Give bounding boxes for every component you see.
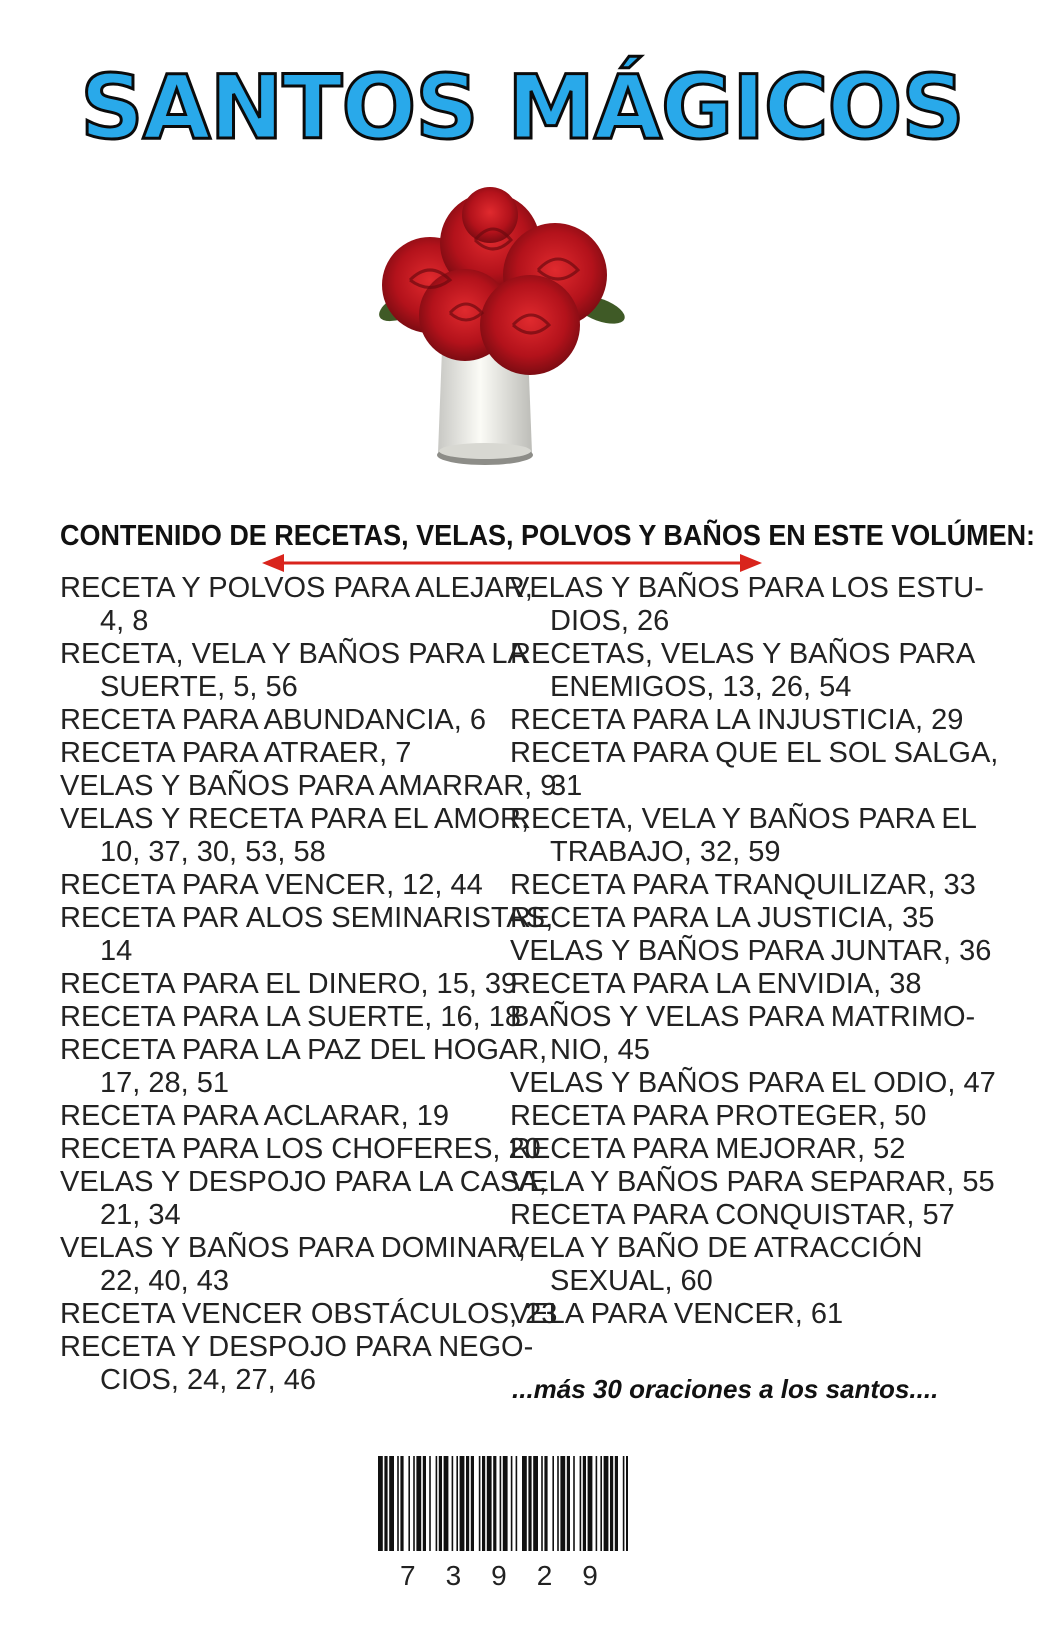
barcode-bar — [436, 1456, 438, 1551]
contents-entry — [510, 1133, 990, 1166]
contents-entry — [510, 1232, 990, 1298]
contents-entry — [60, 1331, 534, 1397]
entry-title: RECETA PARA VENCER, 12, 44 — [60, 869, 483, 901]
entry-title: RECETA, VELA Y BAÑOS PARA LA — [60, 638, 527, 670]
entry-title: RECETA PARA LA PAZ DEL HOGAR, — [60, 1034, 548, 1066]
barcode-bar — [500, 1456, 502, 1551]
barcode-bar — [389, 1456, 394, 1551]
barcode-bar — [552, 1456, 554, 1551]
contents-entry — [60, 1001, 521, 1034]
entry-title: RECETA PARA ATRAER, 7 — [60, 737, 412, 769]
barcode-bar — [615, 1456, 618, 1551]
contents-entry — [60, 704, 500, 737]
double-arrow-icon — [262, 552, 762, 574]
contents-entry — [510, 1166, 995, 1199]
barcode-bar — [588, 1456, 593, 1551]
entry-title: RECETA Y POLVOS PARA ALEJAR, — [60, 572, 533, 604]
entry-title: RECETA PARA CONQUISTAR, 57 — [510, 1199, 955, 1231]
entry-title: RECETA PARA ABUNDANCIA, 6 — [60, 704, 486, 736]
contents-entry — [510, 1001, 990, 1067]
contents-left-column — [60, 572, 558, 1397]
entry-pages: NIO, 45 — [550, 1034, 650, 1066]
barcode-bar — [397, 1456, 399, 1551]
contents-right-column — [510, 572, 999, 1331]
contents-entry — [60, 902, 554, 968]
contents-entry — [510, 704, 990, 737]
contents-entry — [510, 1298, 990, 1331]
barcode-bar — [408, 1456, 410, 1551]
barcode-bar — [479, 1456, 481, 1551]
contents-entry — [510, 638, 990, 704]
barcode-bar — [482, 1456, 485, 1551]
barcode-bar — [610, 1456, 613, 1551]
barcode-bar — [533, 1456, 538, 1551]
entry-title: VELAS Y BAÑOS PARA AMARRAR, 9 — [60, 770, 557, 802]
contents-entry — [60, 869, 500, 902]
more-prayers-note: ...más 30 oraciones a los santos.... — [512, 1374, 939, 1404]
contents-entry — [510, 902, 990, 935]
entry-pages: SEXUAL, 60 — [550, 1265, 713, 1297]
contents-entry — [510, 803, 990, 869]
entry-pages: 21, 34 — [100, 1199, 181, 1231]
entry-title: RECETA PARA LA ENVIDIA, 38 — [510, 968, 922, 1000]
barcode-bar — [623, 1456, 625, 1551]
barcode-bar — [456, 1456, 458, 1551]
entry-title: RECETA PARA LA SUERTE, 16, 18 — [60, 1001, 521, 1033]
contents-entry — [510, 1067, 996, 1100]
entry-title: RECETA VENCER OBSTÁCULOS, 23 — [60, 1298, 558, 1330]
barcode-bar — [493, 1456, 496, 1551]
barcode-bar — [400, 1456, 403, 1551]
contents-entry — [60, 803, 530, 869]
barcode-bar — [429, 1456, 431, 1551]
contents-entry — [510, 935, 990, 968]
barcode-bar — [439, 1456, 442, 1551]
contents-entry — [60, 1232, 526, 1298]
entry-pages: ENEMIGOS, 13, 26, 54 — [550, 671, 852, 703]
entry-title: RECETAS, VELAS Y BAÑOS PARA — [510, 638, 976, 670]
entry-pages: 10, 37, 30, 53, 58 — [100, 836, 326, 868]
entry-title: VELAS Y BAÑOS PARA JUNTAR, 36 — [510, 935, 992, 967]
entry-title: RECETA PARA EL DINERO, 15, 39 — [60, 968, 518, 1000]
contents-entry — [60, 1166, 547, 1232]
barcode-bar — [511, 1456, 513, 1551]
barcode-bar — [573, 1456, 575, 1551]
entry-title: VELA Y BAÑOS PARA SEPARAR, 55 — [510, 1166, 995, 1198]
barcode-bar — [544, 1456, 547, 1551]
barcode-bar — [604, 1456, 609, 1551]
barcode-bar — [541, 1456, 543, 1551]
entry-pages: SUERTE, 5, 56 — [100, 671, 298, 703]
barcode-bar — [522, 1456, 527, 1551]
contents-entry — [60, 968, 518, 1001]
barcode-bar — [487, 1456, 492, 1551]
barcode-bar — [596, 1456, 598, 1551]
barcode-bar — [583, 1456, 586, 1551]
barcode-bar — [516, 1456, 518, 1551]
contents-entry — [510, 1199, 990, 1232]
barcode-bar — [378, 1456, 383, 1551]
barcode-bar — [452, 1456, 454, 1551]
entry-pages: 22, 40, 43 — [100, 1265, 229, 1297]
entry-title: RECETA PAR ALOS SEMINARISTAS, — [60, 902, 554, 934]
barcode-bar — [466, 1456, 469, 1551]
entry-title: RECETA PARA LOS CHOFERES, 20 — [60, 1133, 541, 1165]
entry-title: VELAS Y BAÑOS PARA DOMINAR, — [60, 1232, 526, 1264]
barcode-bar — [557, 1456, 559, 1551]
entry-title: VELAS Y BAÑOS PARA LOS ESTU- — [510, 572, 984, 604]
barcode-digits: 73929 — [400, 1560, 628, 1591]
contents-entry — [510, 869, 990, 902]
contents-entry — [510, 572, 990, 638]
entry-pages: 17, 28, 51 — [100, 1067, 229, 1099]
entry-pages: 31 — [550, 770, 583, 802]
contents-entry — [60, 770, 557, 803]
barcode-bar — [626, 1456, 628, 1551]
barcode-bar — [580, 1456, 582, 1551]
barcode-bar — [560, 1456, 565, 1551]
contents-entry — [60, 1298, 558, 1331]
contents-heading: CONTENIDO DE RECETAS, VELAS, POLVOS Y BAÑOS EN ESTE VOLÚMEN: — [60, 520, 1036, 552]
entry-title: VELAS Y DESPOJO PARA LA CASA, — [60, 1166, 547, 1198]
contents-entry — [60, 638, 527, 704]
entry-title: BAÑOS Y VELAS PARA MATRIMO- — [510, 1001, 976, 1033]
entry-title: RECETA Y DESPOJO PARA NEGO- — [60, 1331, 534, 1363]
barcode-bar — [423, 1456, 426, 1551]
barcode-bar — [444, 1456, 449, 1551]
contents-entry — [60, 572, 533, 638]
entry-pages: 14 — [100, 935, 133, 967]
contents-entry — [60, 1100, 500, 1133]
barcode-icon — [378, 1456, 628, 1551]
barcode-bar — [413, 1456, 415, 1551]
entry-pages: TRABAJO, 32, 59 — [550, 836, 781, 868]
barcode-bar — [460, 1456, 465, 1551]
entry-title: RECETA PARA LA INJUSTICIA, 29 — [510, 704, 964, 736]
entry-title: RECETA PARA QUE EL SOL SALGA, — [510, 737, 999, 769]
entry-title: RECETA PARA TRANQUILIZAR, 33 — [510, 869, 976, 901]
barcode-bar — [600, 1456, 602, 1551]
entry-pages: 4, 8 — [100, 605, 149, 637]
contents-entry — [510, 1100, 990, 1133]
entry-title: RECETA PARA LA JUSTICIA, 35 — [510, 902, 935, 934]
contents-entry — [510, 737, 999, 803]
roses-vase-icon — [370, 185, 640, 490]
contents-entry — [60, 737, 500, 770]
entry-title: VELAS Y BAÑOS PARA EL ODIO, 47 — [510, 1067, 996, 1099]
barcode-bar — [528, 1456, 531, 1551]
barcode-bar — [384, 1456, 387, 1551]
contents-entry — [60, 1034, 548, 1100]
barcode-bar — [471, 1456, 474, 1551]
entry-title: RECETA, VELA Y BAÑOS PARA EL — [510, 803, 977, 835]
entry-title: RECETA PARA MEJORAR, 52 — [510, 1133, 906, 1165]
entry-title: VELA Y BAÑO DE ATRACCIÓN — [510, 1232, 923, 1264]
entry-pages: DIOS, 26 — [550, 605, 670, 637]
barcode-bar — [503, 1456, 508, 1551]
entry-title: VELAS Y RECETA PARA EL AMOR, — [60, 803, 530, 835]
entry-title: RECETA PARA ACLARAR, 19 — [60, 1100, 449, 1132]
entry-pages: CIOS, 24, 27, 46 — [100, 1364, 317, 1396]
cover-title: SANTOS MÁGICOS — [80, 56, 964, 159]
barcode-bar — [567, 1456, 570, 1551]
contents-entry — [510, 968, 990, 1001]
barcode-bar — [416, 1456, 421, 1551]
entry-title: RECETA PARA PROTEGER, 50 — [510, 1100, 927, 1132]
entry-title: VELA PARA VENCER, 61 — [510, 1298, 844, 1330]
contents-entry — [60, 1133, 541, 1166]
